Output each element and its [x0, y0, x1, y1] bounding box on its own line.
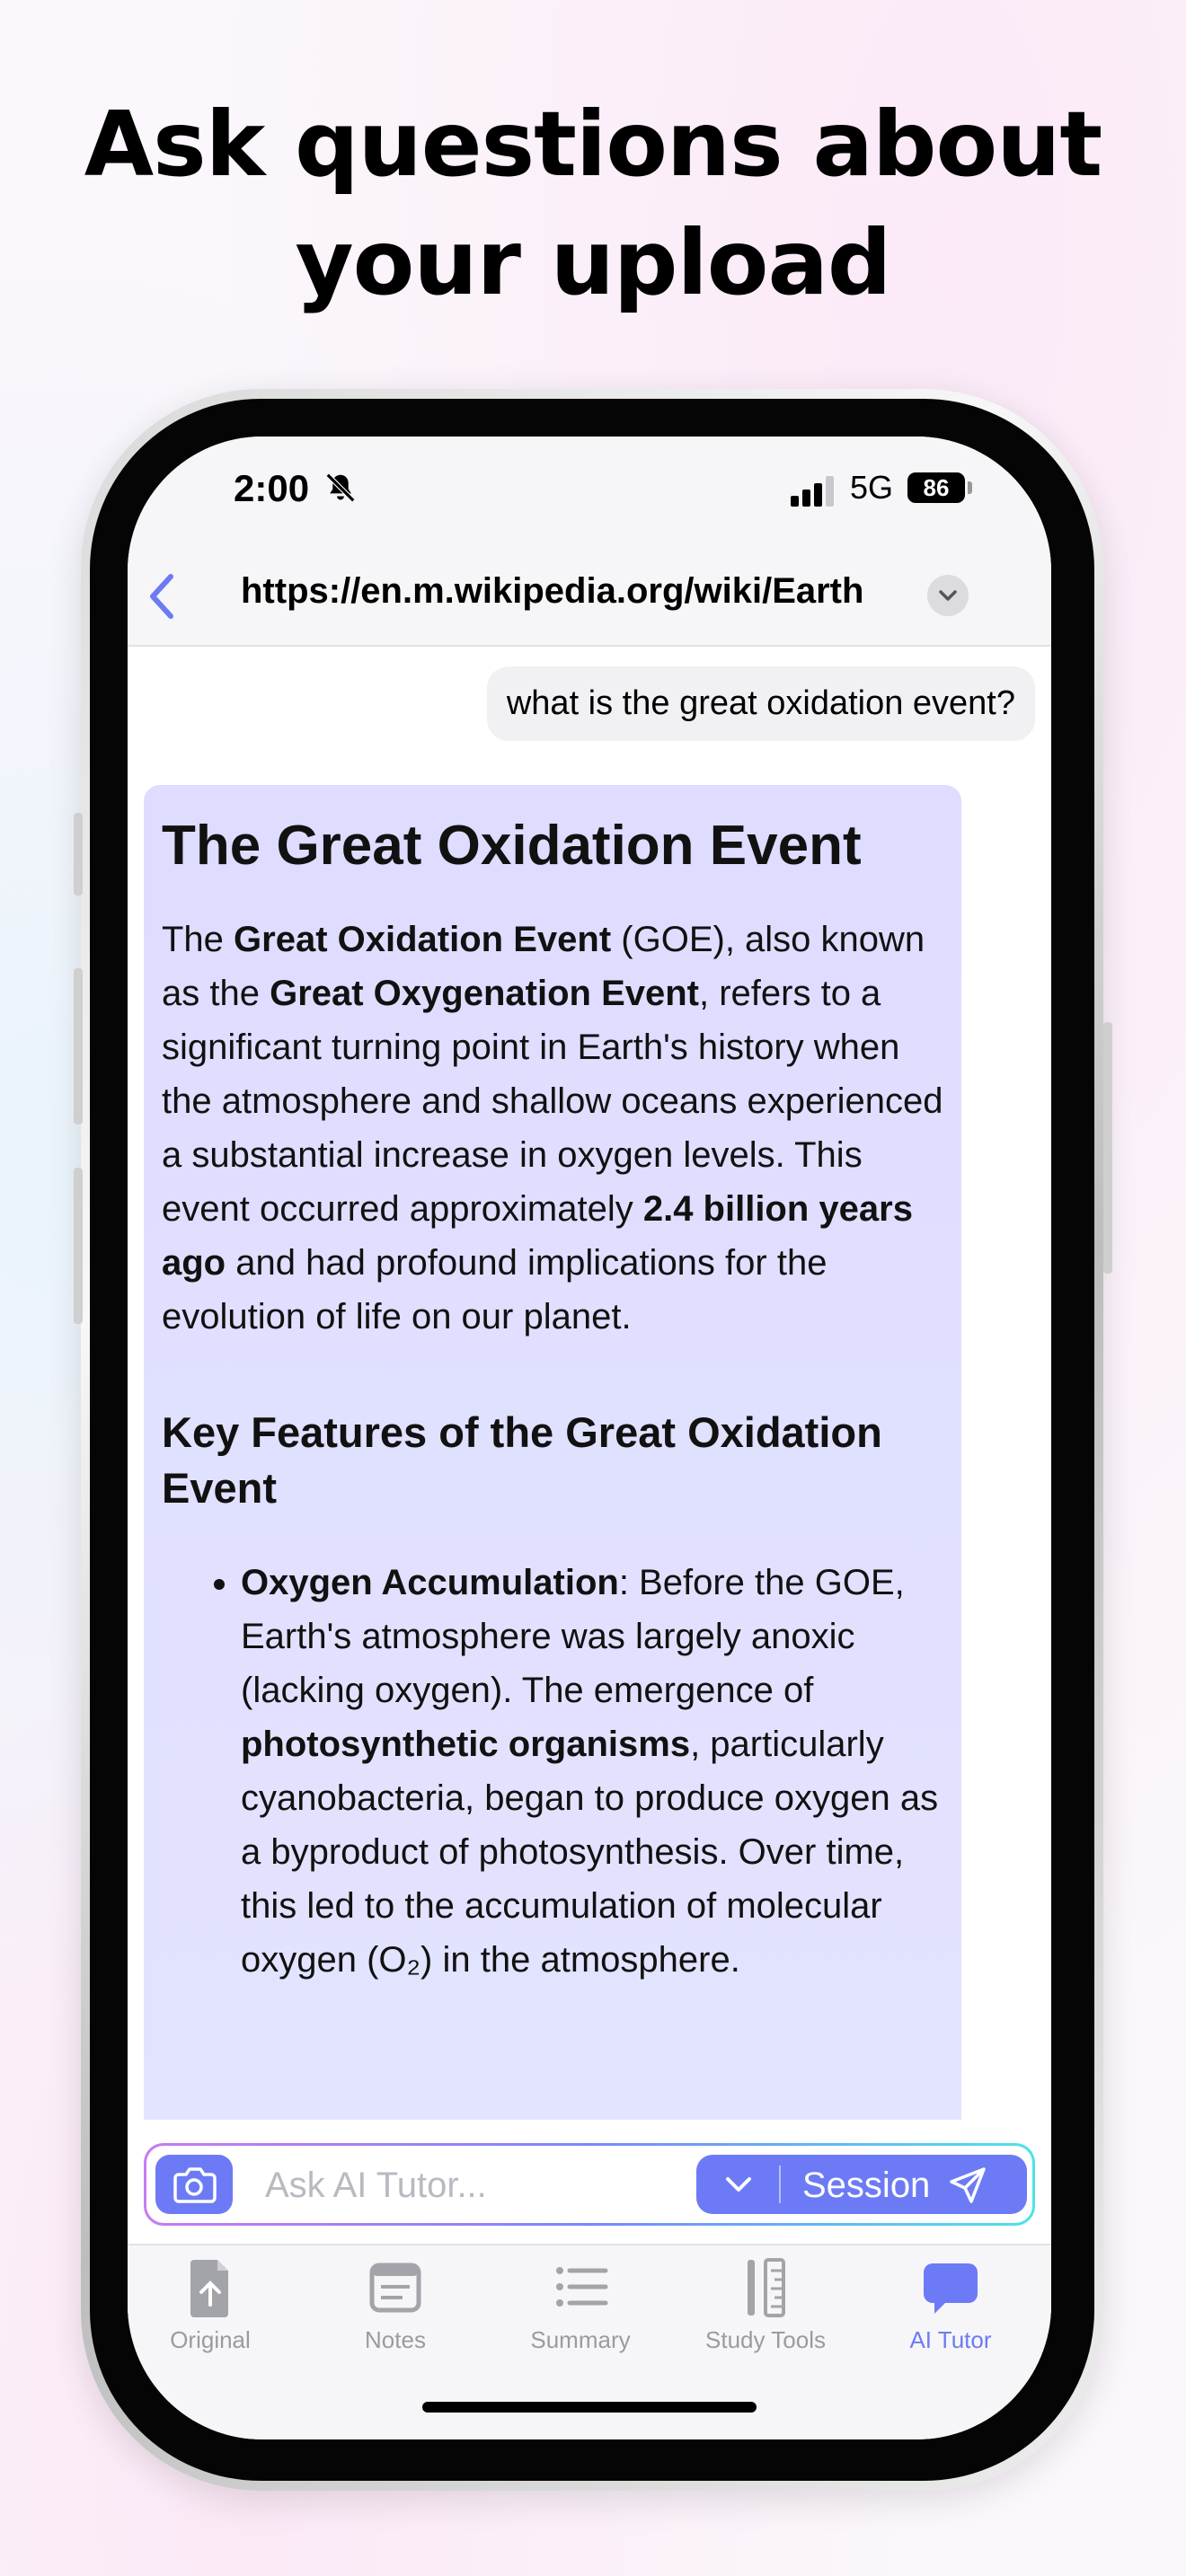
bullet-text-1: : Before the GOE, Earth's atmosphere was largely anoxic (lacking oxygen). The emergence of	[241, 1563, 905, 1710]
bullet-bold-2: photosynthetic organisms	[241, 1725, 691, 1764]
user-message-bubble: what is the great oxidation event?	[487, 666, 1035, 741]
tab-summary[interactable]	[491, 2256, 670, 2373]
battery-cap	[968, 481, 972, 494]
side-button-power	[1103, 1022, 1112, 1274]
cellular-signal-icon	[791, 476, 836, 507]
tab-study-tools-label: Study Tools	[705, 2326, 826, 2353]
side-button-volume-up	[74, 968, 83, 1125]
home-indicator[interactable]	[422, 2402, 757, 2413]
camera-button[interactable]	[155, 2155, 233, 2214]
top-bar	[128, 437, 1051, 647]
tab-ai-tutor-label: AI Tutor	[909, 2326, 992, 2353]
battery-level: 86	[907, 472, 965, 503]
headline-line-2: your upload	[295, 210, 891, 315]
tab-study-tools[interactable]	[676, 2256, 855, 2373]
chat-content[interactable]	[128, 647, 1051, 2120]
ai-response-list	[162, 1556, 943, 1987]
list-item	[241, 1556, 943, 1987]
ai-response-subheading: Key Features of the Great Oxidation Event	[162, 1408, 882, 1512]
status-time: 2:00	[234, 467, 310, 509]
send-icon[interactable]	[948, 2166, 987, 2205]
session-label: Session	[802, 2166, 931, 2205]
bell-slash-icon	[323, 471, 358, 505]
document-upload-icon	[181, 2256, 239, 2319]
ai-response-title: The Great Oxidation Event	[162, 815, 862, 877]
ai-response-card	[144, 785, 961, 2120]
ai-response-paragraph	[162, 913, 943, 1344]
para-bold-2: Great Oxygenation Event	[270, 974, 699, 1013]
back-chevron-icon[interactable]	[144, 569, 180, 623]
list-icon	[552, 2256, 609, 2319]
page-headline	[0, 85, 1186, 322]
chevron-down-icon[interactable]	[723, 2171, 754, 2198]
tab-ai-tutor[interactable]	[861, 2256, 1040, 2373]
phone-screen	[128, 437, 1051, 2439]
network-type: 5G	[850, 469, 894, 506]
tab-notes[interactable]	[305, 2256, 485, 2373]
para-text-4: and had profound implications for the evolution of life on our planet.	[162, 1243, 828, 1337]
url-label[interactable]: https://en.m.wikipedia.org/wiki/Earth	[241, 571, 864, 611]
study-tools-icon	[737, 2256, 794, 2319]
para-text-3: , refers to a significant turning point in Earth's history when the atmosphere and shallow oceans experienced a substantial increase in oxygen levels. This event occurred approximately	[162, 974, 943, 1229]
bullet-bold-1: Oxygen Accumulation	[241, 1563, 619, 1602]
headline-line-1: Ask questions about	[84, 92, 1102, 197]
side-button-mute	[74, 813, 83, 895]
chevron-down-icon	[927, 575, 969, 616]
url-dropdown-button[interactable]	[927, 575, 969, 616]
session-divider	[779, 2166, 781, 2203]
chat-bubble-icon	[922, 2256, 979, 2319]
para-bold-3: 2.4 billion years ago	[162, 1189, 913, 1283]
tab-original-label: Original	[170, 2326, 251, 2353]
tab-original[interactable]	[128, 2256, 300, 2373]
para-bold-1: Great Oxidation Event	[234, 920, 612, 959]
side-button-volume-down	[74, 1168, 83, 1324]
tab-notes-label: Notes	[365, 2326, 426, 2353]
camera-icon	[155, 2155, 233, 2214]
ask-ai-tutor-input[interactable]	[263, 2155, 698, 2216]
para-text-1: The	[162, 920, 235, 959]
notes-icon	[367, 2256, 424, 2319]
para-text-2: (GOE), also known as the	[162, 920, 925, 1013]
session-button[interactable]	[696, 2155, 1027, 2214]
bullet-text-2: , particularly cyanobacteria, began to produce oxygen as a byproduct of photosynthesis. Over time, this led to the accumulation of molecular oxygen (O₂) in the atmosphere.	[241, 1725, 939, 1980]
tab-summary-label: Summary	[530, 2326, 631, 2353]
ask-input-bar	[144, 2143, 1035, 2226]
